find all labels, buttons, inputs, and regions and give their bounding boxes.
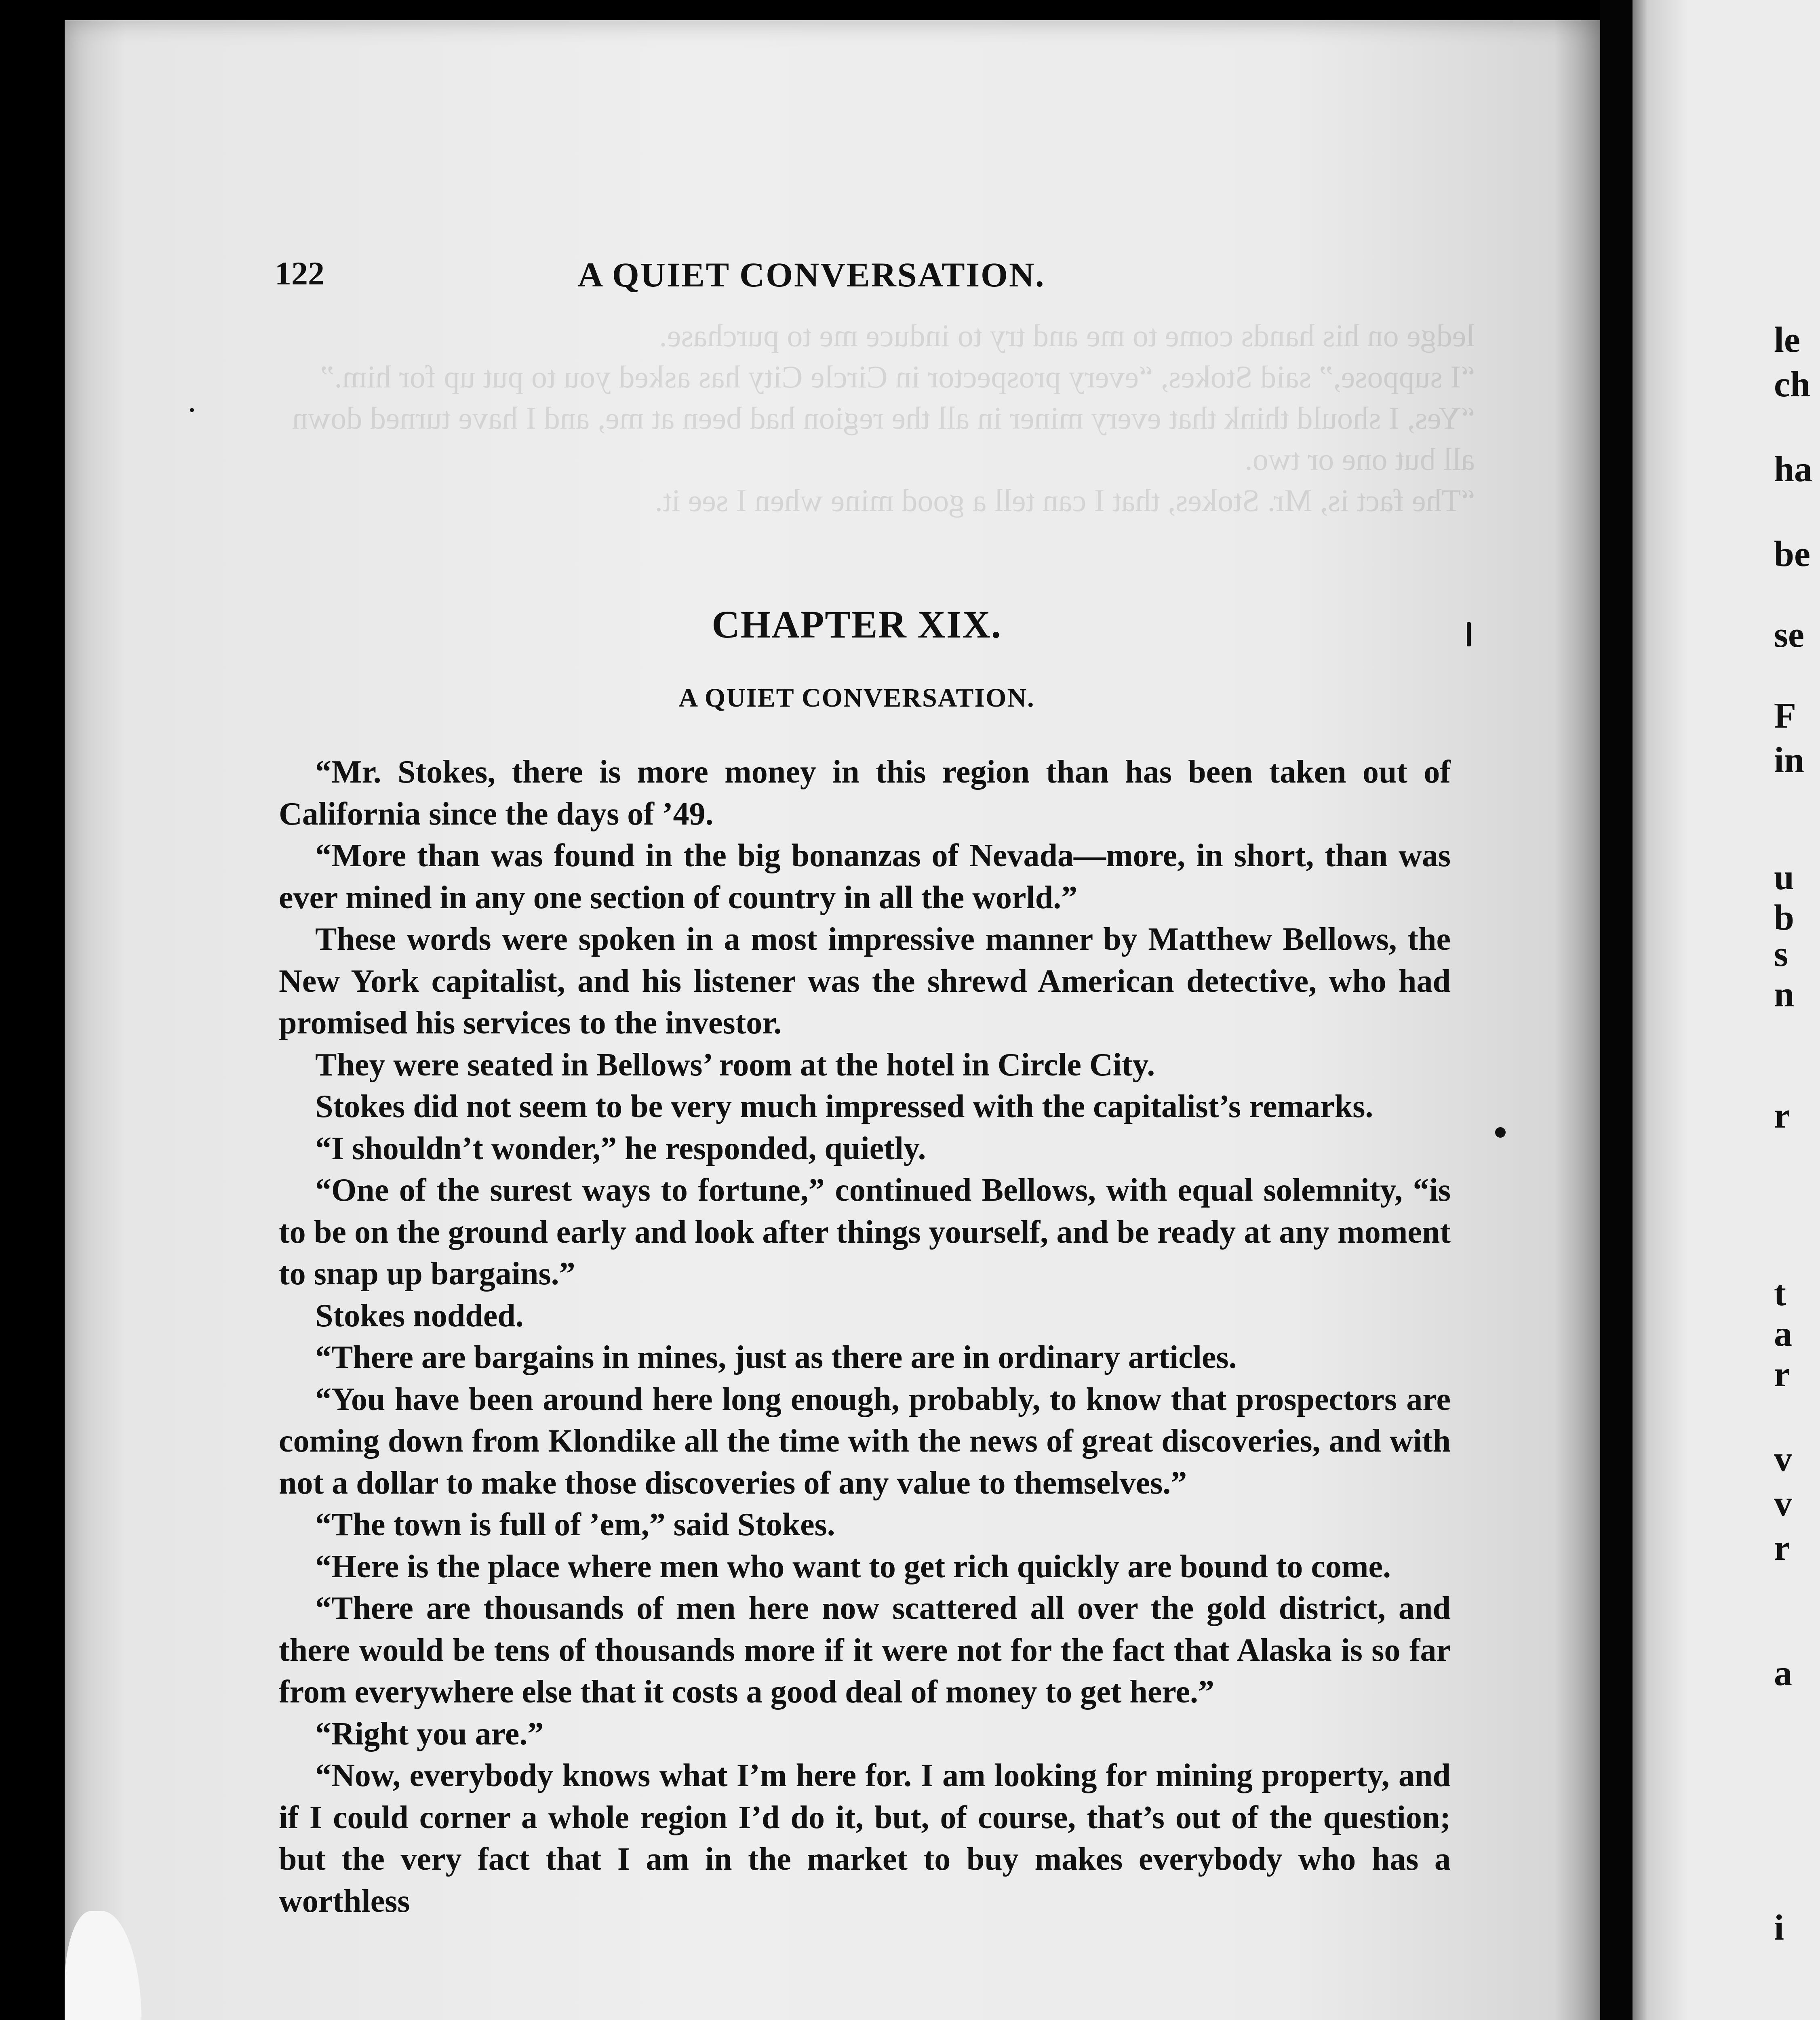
paragraph: “One of the surest ways to fortune,” continued Bellows, with equal solemnity, “is to be on the ground early and look after things yourself, and be ready at any moment to snap up bargains.” — [279, 1172, 1451, 1292]
facing-fragment: le — [1774, 320, 1800, 360]
paragraph: Stokes nodded. — [315, 1298, 524, 1334]
facing-fragment: in — [1774, 740, 1805, 780]
page-number: 122 — [275, 255, 324, 292]
chapter-title: CHAPTER XIX. — [712, 603, 1002, 646]
page-header — [275, 255, 1455, 303]
paragraph: “The town is full of ’em,” said Stokes. — [315, 1507, 835, 1542]
paragraph: “Right you are.” — [315, 1716, 544, 1752]
paragraph: “There are thousands of men here now scattered all over the gold district, and there would be tens of thousands more if it were not for the fact that Alaska is so far from everywhere else that it costs a good deal of money to get here.” — [279, 1591, 1451, 1710]
paragraph: “Here is the place where men who want to get rich quickly are bound to come. — [315, 1549, 1391, 1584]
paragraph: “More than was found in the big bonanzas of Nevada—more, in short, than was ever mined in any one section of country in all the world.” — [279, 838, 1451, 915]
paragraph: Stokes did not seem to be very much impressed with the capitalist’s remarks. — [315, 1089, 1373, 1124]
paragraph: “I shouldn’t wonder,” he responded, quietly. — [315, 1130, 926, 1166]
ink-speck — [1495, 1127, 1506, 1138]
facing-fragment: be — [1774, 534, 1810, 574]
facing-fragment: ha — [1774, 449, 1813, 489]
paragraph: “There are bargains in mines, just as there are in ordinary articles. — [315, 1340, 1237, 1375]
facing-fragment: r — [1774, 1096, 1790, 1136]
facing-fragment: b — [1774, 898, 1795, 938]
facing-fragment: t — [1774, 1273, 1786, 1313]
facing-fragment: ch — [1774, 364, 1810, 404]
facing-fragment: a — [1774, 1653, 1792, 1693]
facing-fragment: v — [1774, 1439, 1792, 1479]
paragraph: “Now, everybody knows what I’m here for. I am looking for mining property, and if I could corner a whole region I’d do it, but, of course, that’s out of the question; but the very fact that I am in the market to buy makes everybody who has a worthless — [279, 1758, 1451, 1919]
ink-speck — [190, 408, 194, 412]
facing-fragment: n — [1774, 974, 1795, 1014]
facing-fragment: r — [1774, 1528, 1790, 1568]
paragraph: They were seated in Bellows’ room at the hotel in Circle City. — [315, 1047, 1155, 1083]
ink-speck — [1467, 622, 1471, 646]
paragraph: These words were spoken in a most impressive manner by Matthew Bellows, the New York capitalist, and his listener was the shrewd American detective, who had promised his services to the investor. — [279, 922, 1451, 1041]
chapter-subtitle: A QUIET CONVERSATION. — [678, 683, 1035, 713]
facing-fragment: s — [1774, 934, 1788, 974]
facing-fragment: i — [1774, 1908, 1784, 1948]
facing-fragment: v — [1774, 1483, 1792, 1523]
facing-fragment: r — [1774, 1354, 1790, 1394]
paragraph: “You have been around here long enough, probably, to know that prospectors are coming down from Klondike all the time with the news of great discoveries, and with not a dollar to make those discoveries of any value to themselves.” — [279, 1381, 1451, 1501]
bleed-through-text: ledge on his hands come to me and try to induce me to purchase. “I suppose,” said Stokes, “every prospector in Circle City has asked you to put up for him.” “Yes, I should think that every miner in all the region had been at me, and I have turned down all but one or two. “The fact is, Mr. Stokes, that I can tell a good mine when I see it. — [292, 318, 1475, 518]
facing-fragment: se — [1774, 615, 1804, 655]
facing-fragment: F — [1774, 696, 1796, 736]
running-head: A QUIET CONVERSATION. — [578, 255, 1045, 294]
chapter-body — [279, 751, 1451, 1922]
book-gutter — [1600, 0, 1633, 2020]
facing-fragment: u — [1774, 857, 1795, 897]
facing-fragment: a — [1774, 1314, 1792, 1354]
paragraph: “Mr. Stokes, there is more money in this region than has been taken out of California since the days of ’49. — [279, 754, 1451, 832]
